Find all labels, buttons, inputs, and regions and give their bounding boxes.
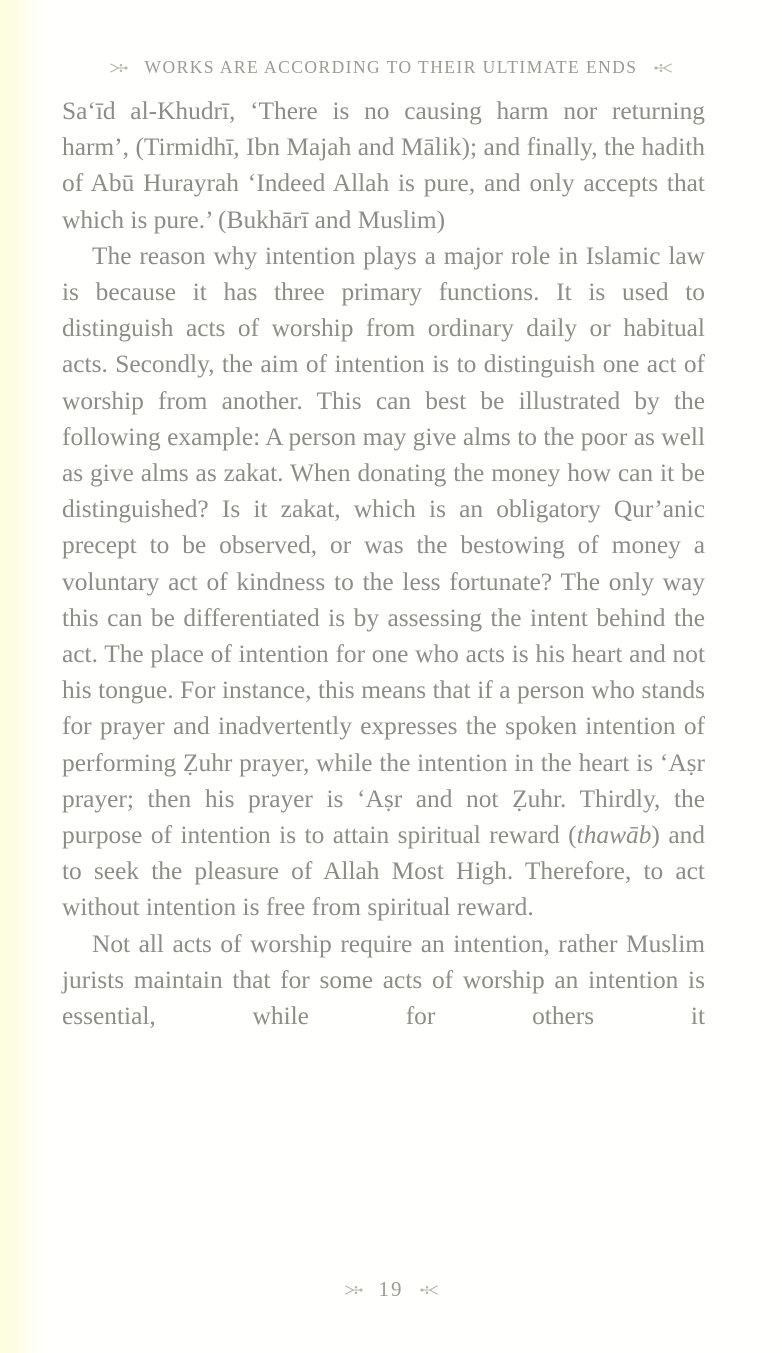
page-number: 19 — [378, 1277, 404, 1301]
paragraph-2-text-after-italic: ) and to seek the pleasure of Allah Most High. Therefore, to act without intention is free from spiritual reward. — [62, 821, 705, 922]
paragraph-3 — [62, 926, 705, 1071]
paragraph-1 — [62, 93, 705, 238]
paragraph-2-italic-term: thawāb — [576, 821, 652, 850]
running-head — [62, 57, 720, 78]
folio — [0, 1277, 782, 1302]
paragraph-2 — [62, 238, 705, 926]
floral-ornament-icon-folio-left — [344, 1283, 363, 1297]
floral-ornament-icon-right — [654, 61, 673, 75]
body-text — [62, 93, 705, 1070]
floral-ornament-icon-left — [109, 61, 128, 75]
running-head-title: WORKS ARE ACCORDING TO THEIR ULTIMATE ENDS — [144, 57, 638, 77]
floral-ornament-icon-folio-right — [420, 1283, 439, 1297]
paragraph-1-text: Sa‘īd al-Khudrī, ‘There is no causing harm nor returning harm’, (Tirmidhī, Ibn Majah and Mālik); and finally, the hadith of Abū Hurayrah ‘Indeed Allah is pure, and only accepts that which is pure.’ (Bukhārī and Muslim) — [62, 97, 705, 234]
paragraph-3-text: Not all acts of worship require an intention, rather Muslim jurists maintain that for some acts of worship an intention is essential, while for others it — [62, 929, 705, 1031]
paragraph-2-text-before-italic: The reason why intention plays a major role in Islamic law is because it has three primary functions. It is used to distinguish acts of worship from ordinary daily or habitual acts. Secondly, the aim of intention is to distinguish one act of worship from another. This can best be illustrated by the following example: A person may give alms to the poor as well as give alms as zakat. When donating the money how can it be distinguished? Is it zakat, which is an obligatory Qur’anic precept to be observed, or was the bestowing of money a voluntary act of kindness to the less fortunate? The only way this can be differentiated is by assessing the intent behind the act. The place of intention for one who acts is his heart and not his tongue. For instance, this means that if a person who stands for prayer and inadvertently expresses the spoken intention of performing Ẓuhr prayer, while the intention in the heart is ‘Aṣr prayer; then his prayer is ‘Aṣr and not Ẓuhr. Thirdly, the purpose of intention is to attain spiritual reward ( — [62, 241, 705, 850]
